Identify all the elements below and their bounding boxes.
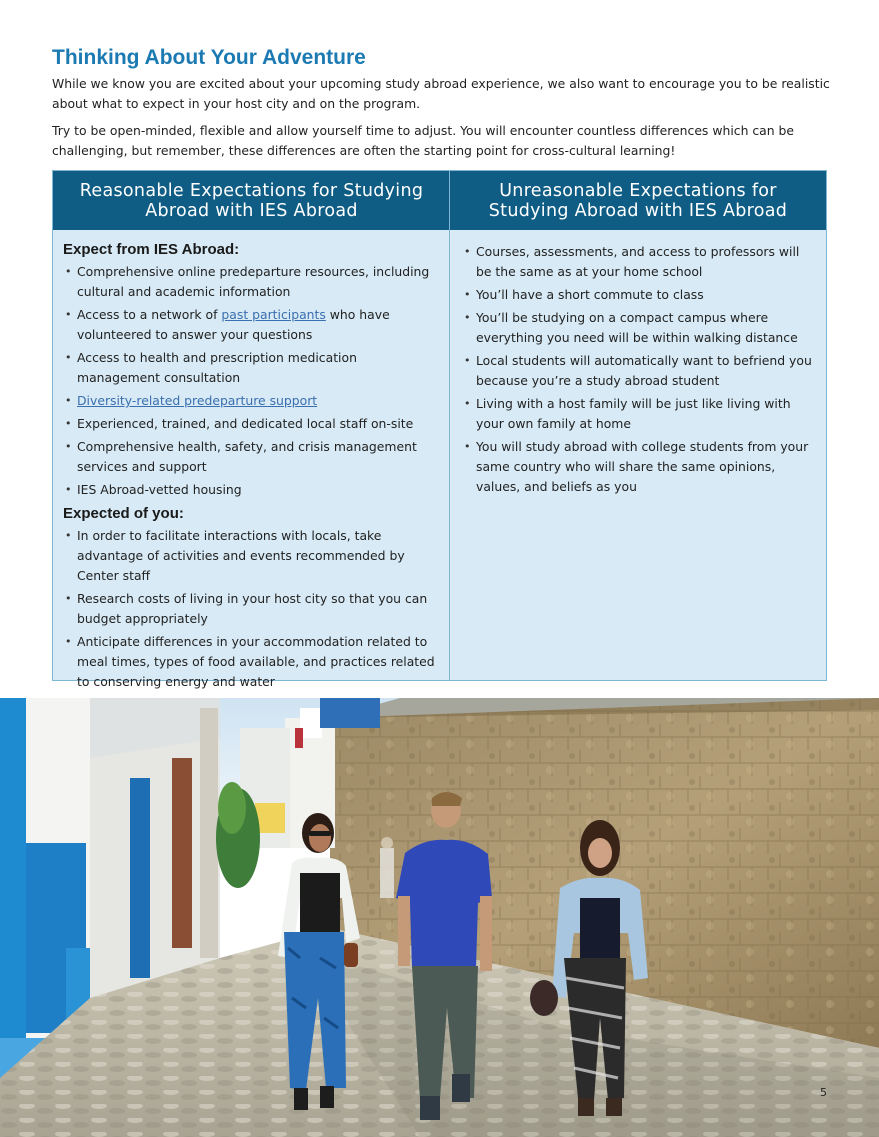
- list-item: • IES Abroad-vetted housing: [63, 480, 435, 500]
- intro-paragraph-2: Try to be open-minded, flexible and allow yourself time to adjust. You will encounter countless differences which can be challenging, but remember, these differences are often the starting point for cross-cultural learning!: [52, 123, 795, 158]
- list-item: • Comprehensive online predeparture resources, including cultural and academic information: [63, 262, 435, 302]
- list-item: [63, 305, 435, 345]
- list-item: • Access to health and prescription medication management consultation: [63, 348, 435, 388]
- list-item: • Research costs of living in your host city so that you can budget appropriately: [63, 589, 435, 629]
- list-item: • In order to facilitate interactions with locals, take advantage of activities and events recommended by Center staff: [63, 526, 435, 586]
- list-item-text: Access to a network of: [77, 307, 222, 322]
- expectations-table: [52, 170, 827, 689]
- page-title: Thinking About Your Adventure: [52, 46, 366, 69]
- expected-of-you-list: [63, 526, 435, 692]
- reasonable-column: [53, 230, 449, 695]
- unreasonable-list: [462, 242, 816, 497]
- table-header: [53, 171, 826, 230]
- students-street-photo: [0, 698, 879, 1137]
- header-unreasonable: Unreasonable Expectations for Studying Abroad with IES Abroad: [488, 180, 788, 221]
- list-item: • Experienced, trained, and dedicated local staff on-site: [63, 414, 435, 434]
- list-item: [63, 391, 435, 411]
- list-item: • Courses, assessments, and access to professors will be the same as at your home school: [462, 242, 816, 282]
- list-item: • Anticipate differences in your accommodation related to meal times, types of food available, and practices related to conserving energy and water: [63, 632, 435, 692]
- diversity-support-link[interactable]: Diversity-related predeparture support: [77, 393, 318, 408]
- list-item: • You’ll have a short commute to class: [462, 285, 816, 305]
- list-item: • Living with a host family will be just like living with your own family at home: [462, 394, 816, 434]
- past-participants-link[interactable]: past participants: [221, 307, 326, 322]
- list-item: • Comprehensive health, safety, and crisis management services and support: [63, 437, 435, 477]
- page-number: 5: [820, 1086, 827, 1099]
- list-item: • You will study abroad with college students from your same country who will share the same opinions, values, and beliefs as you: [462, 437, 816, 497]
- intro-paragraph-1: While we know you are excited about your upcoming study abroad experience, we also want to encourage you to be realistic about what to expect in your host city and on the program.: [52, 76, 830, 111]
- header-reasonable: Reasonable Expectations for Studying Abroad with IES Abroad: [79, 180, 424, 221]
- photo-illustration: [0, 698, 879, 1137]
- expect-from-ies-heading: Expect from IES Abroad:: [63, 241, 240, 258]
- list-item: • You’ll be studying on a compact campus where everything you need will be within walking distance: [462, 308, 816, 348]
- list-item-text: who have volunteered to answer your questions: [77, 307, 390, 342]
- expect-from-ies-list: [63, 262, 435, 500]
- unreasonable-column: [450, 230, 826, 500]
- list-item: • Local students will automatically want to befriend you because you’re a study abroad student: [462, 351, 816, 391]
- expected-of-you-heading: Expected of you:: [63, 505, 184, 522]
